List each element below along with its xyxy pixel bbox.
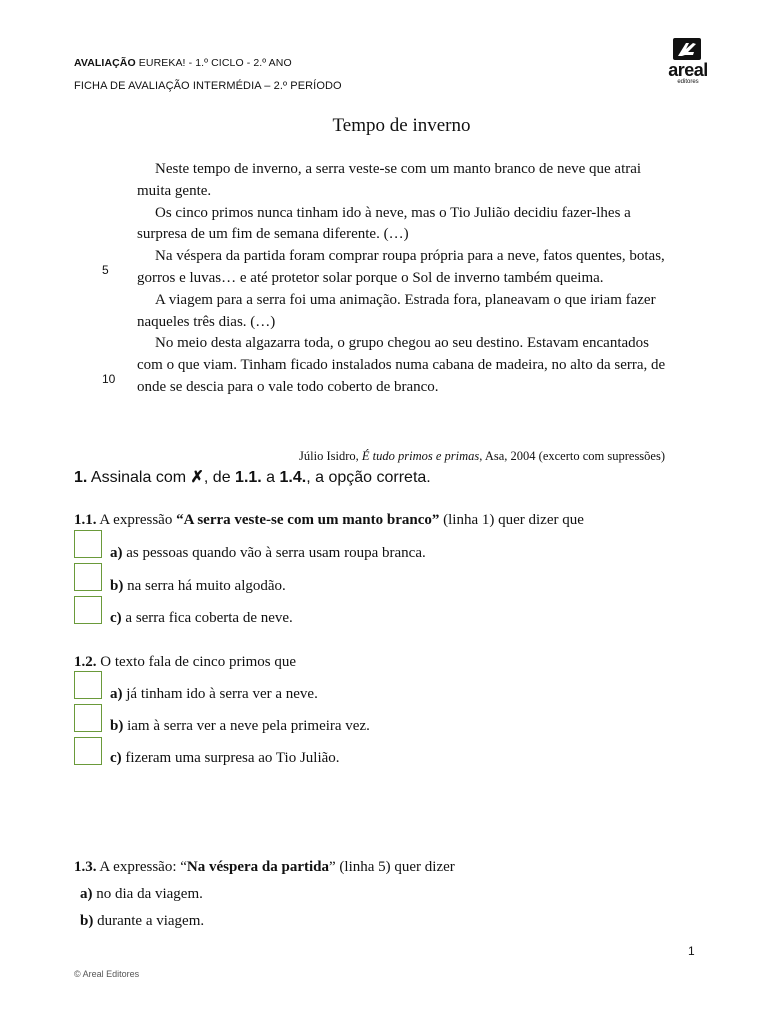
option-text: já tinham ido à serra ver a neve. [122, 686, 318, 702]
answer-checkbox-1-2-c[interactable] [74, 737, 102, 765]
source-book: É tudo primos e primas [361, 449, 480, 463]
option-text: na serra há muito algodão. [123, 578, 286, 594]
answer-checkbox-1-2-a[interactable] [74, 671, 102, 699]
option-letter: a) [110, 686, 123, 702]
source-details: , Asa, 2004 (excerto com supressões) [479, 449, 665, 463]
option-letter: c) [110, 750, 122, 766]
text-title: Tempo de inverno [332, 115, 471, 136]
option-letter: b) [110, 578, 124, 594]
question-quote: Na véspera da partida [186, 859, 329, 875]
question-number: 1.1. [74, 512, 97, 528]
copyright-footer: © Areal Editores [74, 969, 140, 979]
question-number: 1.3. [74, 859, 97, 875]
question-text: O texto fala de cinco primos que [96, 654, 297, 670]
option-text: durante a viagem. [93, 913, 205, 929]
passage-source [0, 449, 665, 464]
option-1-2-b [110, 718, 370, 735]
passage-paragraph-4: A viagem para a serra foi uma animação. Estrada fora, planeavam o que iriam fazer naqueles três dias. (…) [137, 291, 656, 330]
question-text-end: (linha 1) quer dizer que [439, 512, 584, 528]
header-line-2: FICHA DE AVALIAÇÃO INTERMÉDIA – 2.º PERÍODO [74, 80, 342, 92]
question-1-3 [74, 859, 455, 876]
line-number-5: 5 [102, 263, 109, 277]
question-text: A expressão: “ [96, 859, 187, 875]
reading-passage [137, 159, 677, 399]
option-text: fizeram uma surpresa ao Tio Julião. [121, 750, 340, 766]
instruction-text-3: a [261, 469, 280, 486]
option-text: no dia da viagem. [92, 886, 203, 902]
option-letter: a) [110, 545, 123, 561]
logo-subtitle: editores [677, 79, 699, 85]
option-1-3-a [80, 886, 203, 903]
passage-paragraph-1: Neste tempo de inverno, a serra veste-se com um manto branco de neve que atrai muita gente. [137, 161, 642, 199]
option-text: iam à serra ver a neve pela primeira vez. [123, 718, 370, 734]
option-letter: b) [80, 913, 94, 929]
answer-checkbox-1-1-b[interactable] [74, 563, 102, 591]
answer-checkbox-1-1-c[interactable] [74, 596, 102, 624]
option-1-1-b [110, 578, 286, 595]
source-author: Júlio Isidro, [299, 449, 362, 463]
exercise-instruction [74, 467, 431, 487]
line-number-10: 10 [102, 372, 116, 386]
header-evaluation-label: AVALIAÇÃO [74, 57, 136, 69]
option-text: a serra fica coberta de neve. [121, 610, 293, 626]
answer-checkbox-1-1-a[interactable] [74, 530, 102, 558]
instruction-text-1: Assinala com [87, 469, 191, 486]
instruction-text-4: , a opção correta. [306, 469, 431, 486]
header-course-label: EUREKA! - 1.º CICLO - 2.º ANO [135, 57, 292, 69]
option-text: as pessoas quando vão à serra usam roupa branca. [122, 545, 426, 561]
areal-logo-icon [671, 36, 703, 62]
option-1-1-c [110, 610, 293, 627]
cross-mark-icon: ✗ [190, 469, 204, 486]
instruction-from: 1.1. [235, 469, 262, 486]
instruction-number: 1. [74, 469, 88, 486]
question-quote: “A serra veste-se com um manto branco” [176, 512, 440, 528]
option-letter: b) [110, 718, 124, 734]
answer-checkbox-1-2-b[interactable] [74, 704, 102, 732]
option-letter: a) [80, 886, 93, 902]
passage-paragraph-3: Na véspera da partida foram comprar roupa própria para a neve, fatos quentes, botas, gorros e luvas… e até protetor solar porque o Sol de inverno também queima. [137, 248, 665, 286]
option-1-2-a [110, 686, 318, 703]
question-1-1 [74, 512, 584, 529]
page-number: 1 [688, 944, 695, 958]
option-1-1-a [110, 545, 426, 562]
question-1-2 [74, 654, 296, 671]
question-number: 1.2. [74, 654, 97, 670]
logo-wordmark: areal [668, 60, 708, 80]
header-line-1 [74, 57, 292, 69]
instruction-text-2: , de [203, 469, 236, 486]
question-text-end: ” (linha 5) quer dizer [329, 859, 455, 875]
question-text: A expressão [96, 512, 177, 528]
option-letter: c) [110, 610, 122, 626]
areal-logo [658, 36, 718, 90]
passage-paragraph-2: Os cinco primos nunca tinham ido à neve, mas o Tio Julião decidiu fazer-lhes a surpresa de um fim de semana diferente. (…) [137, 204, 631, 243]
option-1-2-c [110, 750, 340, 767]
instruction-to: 1.4. [279, 469, 307, 486]
option-1-3-b [80, 913, 204, 930]
passage-paragraph-5: No meio desta algazarra toda, o grupo chegou ao seu destino. Estavam encantados com o que viam. Tinham ficado instalados numa cabana de madeira, no alto da serra, de onde se descia para o vale todo coberto de branco. [137, 335, 666, 395]
